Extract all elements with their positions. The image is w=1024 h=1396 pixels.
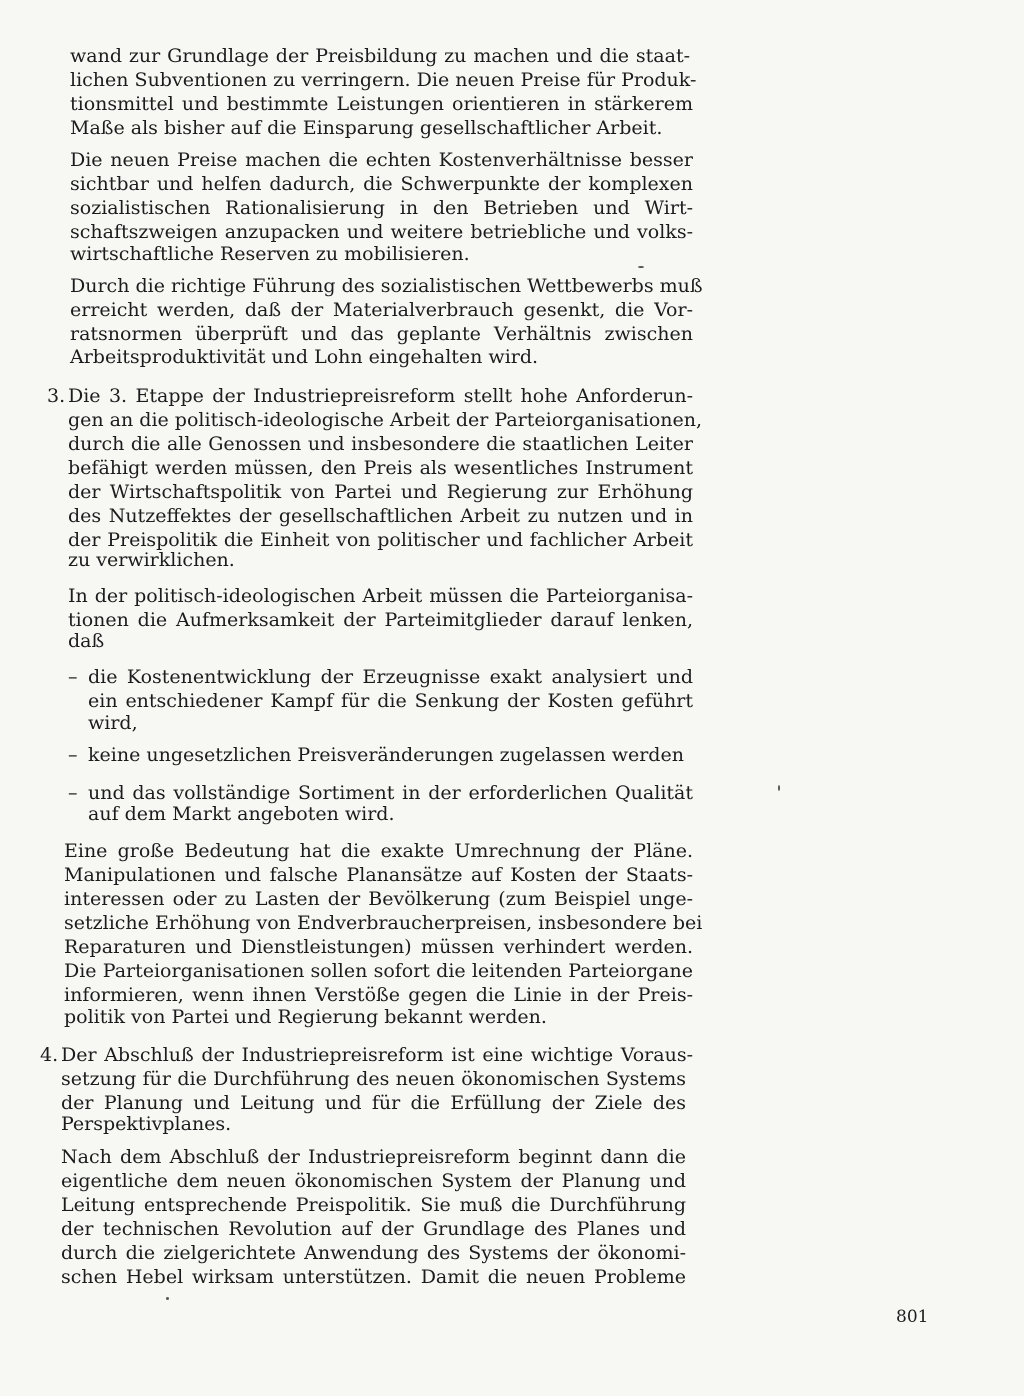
text-line: wand zur Grundlage der Preisbildung zu machen und die staat- <box>70 45 690 67</box>
text-line: Manipulationen und falsche Planansätze auf Kosten der Staats- <box>64 864 693 886</box>
text-line: befähigt werden müssen, den Preis als wesentliches Instrument <box>68 457 693 479</box>
text-line: des Nutzeffektes der gesellschaftlichen Arbeit zu nutzen und in <box>68 505 693 527</box>
text-line: auf dem Markt angeboten wird. <box>88 803 395 825</box>
list-number: 3. <box>47 385 66 407</box>
text-line: In der politisch-ideologischen Arbeit müssen die Parteiorganisa- <box>68 585 693 607</box>
text-line: Leitung entsprechende Preispolitik. Sie muß die Durchführung <box>61 1194 686 1216</box>
text-line: Die Parteiorganisationen sollen sofort die leitenden Parteiorgane <box>64 960 693 982</box>
text-line: sozialistischen Rationalisierung in den Betrieben und Wirt- <box>70 197 693 219</box>
text-line: interessen oder zu Lasten der Bevölkerung (zum Beispiel unge- <box>64 888 693 910</box>
text-line: Die 3. Etappe der Industriepreisreform stellt hohe Anforderun- <box>68 385 693 407</box>
text-line: schaftszweigen anzupacken und weitere betriebliche und volks- <box>70 221 693 243</box>
text-line: tionsmittel und bestimmte Leistungen orientieren in stärkerem <box>70 93 693 115</box>
text-line: schen Hebel wirksam unterstützen. Damit die neuen Probleme <box>61 1266 686 1288</box>
text-line: Der Abschluß der Industriepreisreform ist eine wichtige Voraus- <box>61 1044 693 1066</box>
text-line: ratsnormen überprüft und das geplante Verhältnis zwischen <box>70 323 693 345</box>
text-line: sichtbar und helfen dadurch, die Schwerpunkte der komplexen <box>70 173 693 195</box>
text-line: Eine große Bedeutung hat die exakte Umrechnung der Pläne. <box>64 840 693 862</box>
text-line: die Kostenentwicklung der Erzeugnisse exakt analysiert und <box>88 666 693 688</box>
scan-speck <box>778 785 780 791</box>
text-line: zu verwirklichen. <box>68 549 235 571</box>
text-line: keine ungesetzlichen Preisveränderungen zugelassen werden <box>88 744 684 766</box>
scan-speck <box>638 266 644 268</box>
text-line: tionen die Aufmerksamkeit der Parteimitglieder darauf lenken, <box>68 609 693 631</box>
text-line: lichen Subventionen zu verringern. Die neuen Preise für Produk- <box>70 69 697 91</box>
text-line: eigentliche dem neuen ökonomischen System der Planung und <box>61 1170 686 1192</box>
text-line: Durch die richtige Führung des sozialistischen Wettbewerbs muß <box>70 275 703 297</box>
text-line: der Wirtschaftspolitik von Partei und Regierung zur Erhöhung <box>68 481 693 503</box>
bullet-dash: – <box>68 744 78 766</box>
text-line: ein entschiedener Kampf für die Senkung der Kosten geführt <box>88 690 693 712</box>
text-line: Perspektivplanes. <box>61 1113 232 1135</box>
text-line: erreicht werden, daß der Materialverbrauch gesenkt, die Vor- <box>70 299 693 321</box>
text-line: Nach dem Abschluß der Industriepreisreform beginnt dann die <box>61 1146 686 1168</box>
bullet-dash: – <box>68 666 78 688</box>
text-line: gen an die politisch-ideologische Arbeit der Parteiorganisationen, <box>68 409 703 431</box>
page-number: 801 <box>896 1307 929 1327</box>
text-line: daß <box>68 630 105 652</box>
text-line: der Planung und Leitung und für die Erfüllung der Ziele des <box>61 1092 686 1114</box>
text-line: setzung für die Durchführung des neuen ökonomischen Systems <box>61 1068 686 1090</box>
text-line: politik von Partei und Regierung bekannt werden. <box>64 1006 547 1028</box>
text-line: wirtschaftliche Reserven zu mobilisieren. <box>70 243 470 265</box>
text-line: der Preispolitik die Einheit von politischer und fachlicher Arbeit <box>68 529 693 551</box>
text-line: informieren, wenn ihnen Verstöße gegen die Linie in der Preis- <box>64 984 693 1006</box>
list-number: 4. <box>40 1044 59 1066</box>
text-line: setzliche Erhöhung von Endverbraucherpreisen, insbesondere bei <box>64 912 703 934</box>
text-line: durch die zielgerichtete Anwendung des Systems der ökonomi- <box>61 1242 686 1264</box>
text-line: Die neuen Preise machen die echten Kostenverhältnisse besser <box>70 149 693 171</box>
text-line: Reparaturen und Dienstleistungen) müssen verhindert werden. <box>64 936 693 958</box>
text-line: und das vollständige Sortiment in der erforderlichen Qualität <box>88 782 693 804</box>
text-line: durch die alle Genossen und insbesondere die staatlichen Leiter <box>68 433 693 455</box>
scan-speck <box>166 1297 169 1300</box>
bullet-dash: – <box>68 782 78 804</box>
text-line: wird, <box>88 712 138 734</box>
text-line: Arbeitsproduktivität und Lohn eingehalten wird. <box>70 346 539 368</box>
text-line: Maße als bisher auf die Einsparung gesellschaftlicher Arbeit. <box>70 117 663 139</box>
text-line: der technischen Revolution auf der Grundlage des Planes und <box>61 1218 686 1240</box>
